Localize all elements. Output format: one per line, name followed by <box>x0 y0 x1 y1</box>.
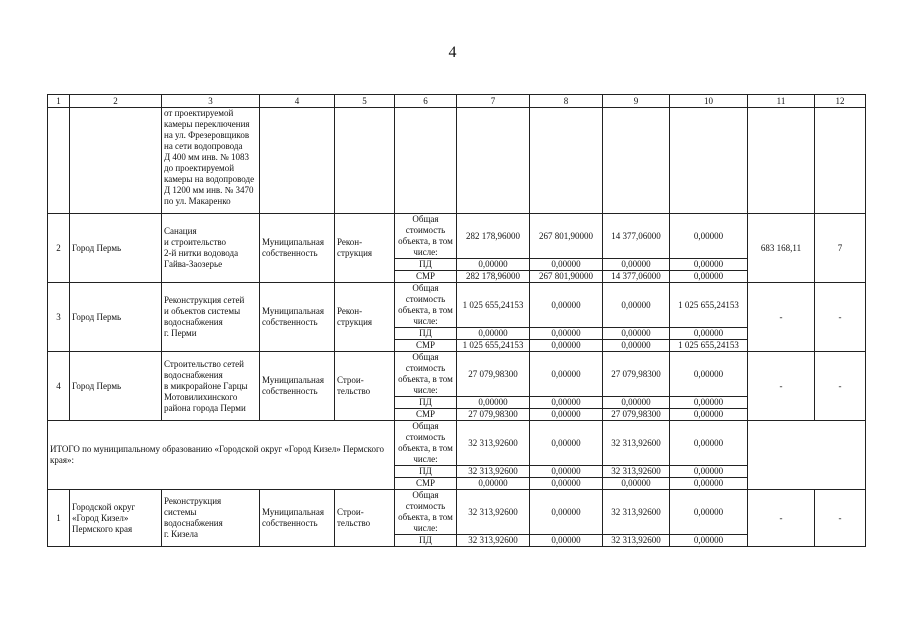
value-cell: 0,00000 <box>670 478 748 490</box>
value-cell: 27 079,98300 <box>603 409 670 421</box>
ownership: Муниципальная собственность <box>260 490 335 547</box>
value-cell: 0,00000 <box>603 478 670 490</box>
column-number: 9 <box>603 95 670 108</box>
object-description: от проектируемой камеры переключения на ул. Фрезеровщиков на сети водопровода Д 400 мм инв. № 1083 до проектируемой камеры на водопроводе Д 1200 мм инв. № 3470 по ул. Макаренко <box>162 108 260 214</box>
value-cell: 0,00000 <box>670 214 748 259</box>
value-cell: 0,00000 <box>530 535 603 547</box>
value-cell: 0,00000 <box>670 397 748 409</box>
column-number: 12 <box>815 95 866 108</box>
cost-label: Общая стоимость объекта, в том числе: <box>395 421 457 466</box>
row-number: 4 <box>48 352 70 421</box>
value-cell: 0,00000 <box>603 259 670 271</box>
value-cell: 32 313,92600 <box>457 466 530 478</box>
investment-table <box>47 94 866 547</box>
col12-value: - <box>815 283 866 352</box>
value-cell: 27 079,98300 <box>457 352 530 397</box>
value-cell: 0,00000 <box>457 328 530 340</box>
value-cell: 1 025 655,24153 <box>670 283 748 328</box>
value-cell: 282 178,96000 <box>457 214 530 259</box>
value-cell: 0,00000 <box>530 397 603 409</box>
work-type: Строи- тельство <box>335 490 395 547</box>
value-cell: 0,00000 <box>603 340 670 352</box>
row-number: 1 <box>48 490 70 547</box>
cost-label: Общая стоимость объекта, в том числе: <box>395 490 457 535</box>
value-cell: 0,00000 <box>530 466 603 478</box>
value-cell: 32 313,92600 <box>603 535 670 547</box>
value-cell: 0,00000 <box>530 328 603 340</box>
smr-label: СМР <box>395 478 457 490</box>
col11-value: - <box>748 352 815 421</box>
value-cell: 0,00000 <box>603 328 670 340</box>
value-cell: 1 025 655,24153 <box>670 340 748 352</box>
pd-label: ПД <box>395 328 457 340</box>
value-cell: 0,00000 <box>670 271 748 283</box>
column-number: 8 <box>530 95 603 108</box>
value-cell: 0,00000 <box>457 259 530 271</box>
row-number: 3 <box>48 283 70 352</box>
column-number: 1 <box>48 95 70 108</box>
value-cell: 14 377,06000 <box>603 214 670 259</box>
value-cell: 0,00000 <box>670 259 748 271</box>
value-cell: 0,00000 <box>670 490 748 535</box>
column-number: 2 <box>70 95 162 108</box>
column-number: 11 <box>748 95 815 108</box>
table-row <box>48 214 866 259</box>
value-cell: 0,00000 <box>457 478 530 490</box>
value-cell: 267 801,90000 <box>530 271 603 283</box>
column-number: 10 <box>670 95 748 108</box>
ownership: Муниципальная собственность <box>260 352 335 421</box>
col11-value: - <box>748 490 815 547</box>
col11-value: 683 168,11 <box>748 214 815 283</box>
value-cell: 0,00000 <box>670 421 748 466</box>
col11-value: - <box>748 283 815 352</box>
smr-label: СМР <box>395 271 457 283</box>
value-cell: 1 025 655,24153 <box>457 340 530 352</box>
column-number: 7 <box>457 95 530 108</box>
value-cell: 0,00000 <box>530 352 603 397</box>
row-number: 2 <box>48 214 70 283</box>
table-row <box>48 352 866 397</box>
table-row <box>48 490 866 535</box>
cost-label: Общая стоимость объекта, в том числе: <box>395 352 457 397</box>
object-name: Строительство сетей водоснабжения в микрорайоне Гарцы Мотовилихинского района города Перми <box>162 352 260 421</box>
value-cell: 32 313,92600 <box>603 490 670 535</box>
pd-label: ПД <box>395 466 457 478</box>
value-cell: 282 178,96000 <box>457 271 530 283</box>
value-cell: 27 079,98300 <box>457 409 530 421</box>
object-name: Реконструкция системы водоснабжения г. Кизела <box>162 490 260 547</box>
value-cell: 0,00000 <box>670 352 748 397</box>
value-cell: 0,00000 <box>670 409 748 421</box>
ownership: Муниципальная собственность <box>260 214 335 283</box>
value-cell: 32 313,92600 <box>457 421 530 466</box>
municipality: Город Пермь <box>70 283 162 352</box>
value-cell: 0,00000 <box>603 397 670 409</box>
work-type: Строи- тельство <box>335 352 395 421</box>
value-cell: 267 801,90000 <box>530 214 603 259</box>
page-number: 4 <box>448 44 457 61</box>
value-cell: 0,00000 <box>530 421 603 466</box>
total-row <box>48 421 866 466</box>
object-name: Реконструкция сетей и объектов системы водоснабжения г. Перми <box>162 283 260 352</box>
municipality: Городской округ «Город Кизел» Пермского края <box>70 490 162 547</box>
column-number: 3 <box>162 95 260 108</box>
value-cell: 0,00000 <box>670 535 748 547</box>
value-cell: 0,00000 <box>530 340 603 352</box>
col12-value: 7 <box>815 214 866 283</box>
value-cell: 0,00000 <box>670 328 748 340</box>
column-number: 6 <box>395 95 457 108</box>
object-name: Санация и строительство 2-й нитки водовода Гайва-Заозерье <box>162 214 260 283</box>
value-cell: 27 079,98300 <box>603 352 670 397</box>
municipality: Город Пермь <box>70 352 162 421</box>
value-cell: 0,00000 <box>530 490 603 535</box>
cost-label: Общая стоимость объекта, в том числе: <box>395 283 457 328</box>
value-cell: 0,00000 <box>530 409 603 421</box>
work-type: Рекон- струкция <box>335 283 395 352</box>
value-cell: 0,00000 <box>530 478 603 490</box>
value-cell: 1 025 655,24153 <box>457 283 530 328</box>
value-cell: 14 377,06000 <box>603 271 670 283</box>
continuation-row <box>48 108 866 214</box>
value-cell: 0,00000 <box>530 259 603 271</box>
value-cell: 32 313,92600 <box>603 466 670 478</box>
value-cell: 0,00000 <box>457 397 530 409</box>
smr-label: СМР <box>395 409 457 421</box>
column-number-row <box>48 95 866 108</box>
col12-value: - <box>815 490 866 547</box>
cost-label: Общая стоимость объекта, в том числе: <box>395 214 457 259</box>
municipality: Город Пермь <box>70 214 162 283</box>
table-row <box>48 283 866 328</box>
col12-value: - <box>815 352 866 421</box>
total-label: ИТОГО по муниципальному образованию «Городской округ «Город Кизел» Пермского края»: <box>48 421 395 490</box>
pd-label: ПД <box>395 535 457 547</box>
smr-label: СМР <box>395 340 457 352</box>
value-cell: 0,00000 <box>670 466 748 478</box>
value-cell: 32 313,92600 <box>457 490 530 535</box>
column-number: 4 <box>260 95 335 108</box>
value-cell: 0,00000 <box>603 283 670 328</box>
ownership: Муниципальная собственность <box>260 283 335 352</box>
column-number: 5 <box>335 95 395 108</box>
work-type: Рекон- струкция <box>335 214 395 283</box>
value-cell: 0,00000 <box>530 283 603 328</box>
value-cell: 32 313,92600 <box>457 535 530 547</box>
pd-label: ПД <box>395 259 457 271</box>
value-cell: 32 313,92600 <box>603 421 670 466</box>
pd-label: ПД <box>395 397 457 409</box>
